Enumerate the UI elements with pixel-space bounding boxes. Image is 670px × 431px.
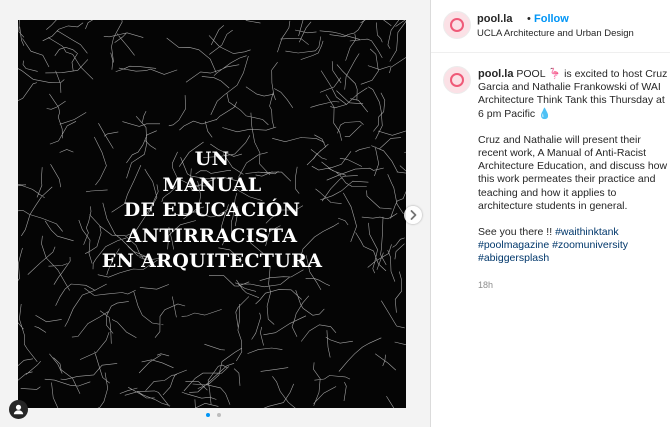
caption-paragraph: Cruz and Nathalie will present their recent work, A Manual of Anti-Racist Architecture Education, and discuss how this work permeates their practice and teaching and how it applies to architecture students in general. — [478, 133, 668, 212]
hashtag-link[interactable]: #waithinktank — [555, 226, 619, 239]
caption-line: UN — [194, 148, 230, 170]
chevron-right-icon — [404, 206, 422, 224]
post-details — [430, 0, 670, 427]
user-tag-icon — [9, 400, 28, 419]
caption-text: POOL 🦩 is excited to host Cruz Garcia and Nathalie Frankowski of WAI Architecture Think Tank this Thursday at 6 pm Pacific 💧 — [478, 68, 668, 120]
caption-line: DE EDUCACIÓN — [123, 199, 301, 221]
next-slide-button[interactable] — [404, 206, 422, 224]
user-tag-button[interactable] — [9, 400, 28, 419]
carousel-dot — [217, 413, 221, 417]
carousel-dots — [206, 413, 224, 419]
caption-line: EN ARQUITECTURA — [101, 250, 323, 272]
hashtag-link[interactable]: #poolmagazine — [478, 239, 550, 252]
caption-username-link[interactable]: pool.la — [478, 68, 514, 80]
post-image[interactable] — [18, 20, 406, 408]
post-caption — [478, 68, 668, 266]
follow-button[interactable]: Follow — [534, 13, 569, 25]
caption-avatar[interactable] — [443, 66, 471, 94]
hashtag-link[interactable]: #zoomuniversity — [552, 239, 629, 252]
separator-dot: • — [527, 13, 531, 25]
caption-hashtags — [478, 226, 668, 266]
hashtag-link[interactable]: #abiggersplash — [478, 252, 550, 265]
username-link[interactable]: pool.la — [477, 13, 513, 25]
caption-line: MANUAL — [162, 173, 262, 196]
location-link[interactable]: UCLA Architecture and Urban Design — [477, 28, 634, 39]
image-caption — [18, 147, 406, 275]
see-you-text: See you there !! — [478, 226, 556, 239]
post-header — [431, 0, 670, 53]
avatar[interactable] — [443, 11, 471, 39]
caption-line: ANTIRRACISTA — [126, 224, 298, 247]
carousel-dot-active — [206, 413, 210, 417]
post-timestamp[interactable]: 18h — [478, 280, 494, 290]
